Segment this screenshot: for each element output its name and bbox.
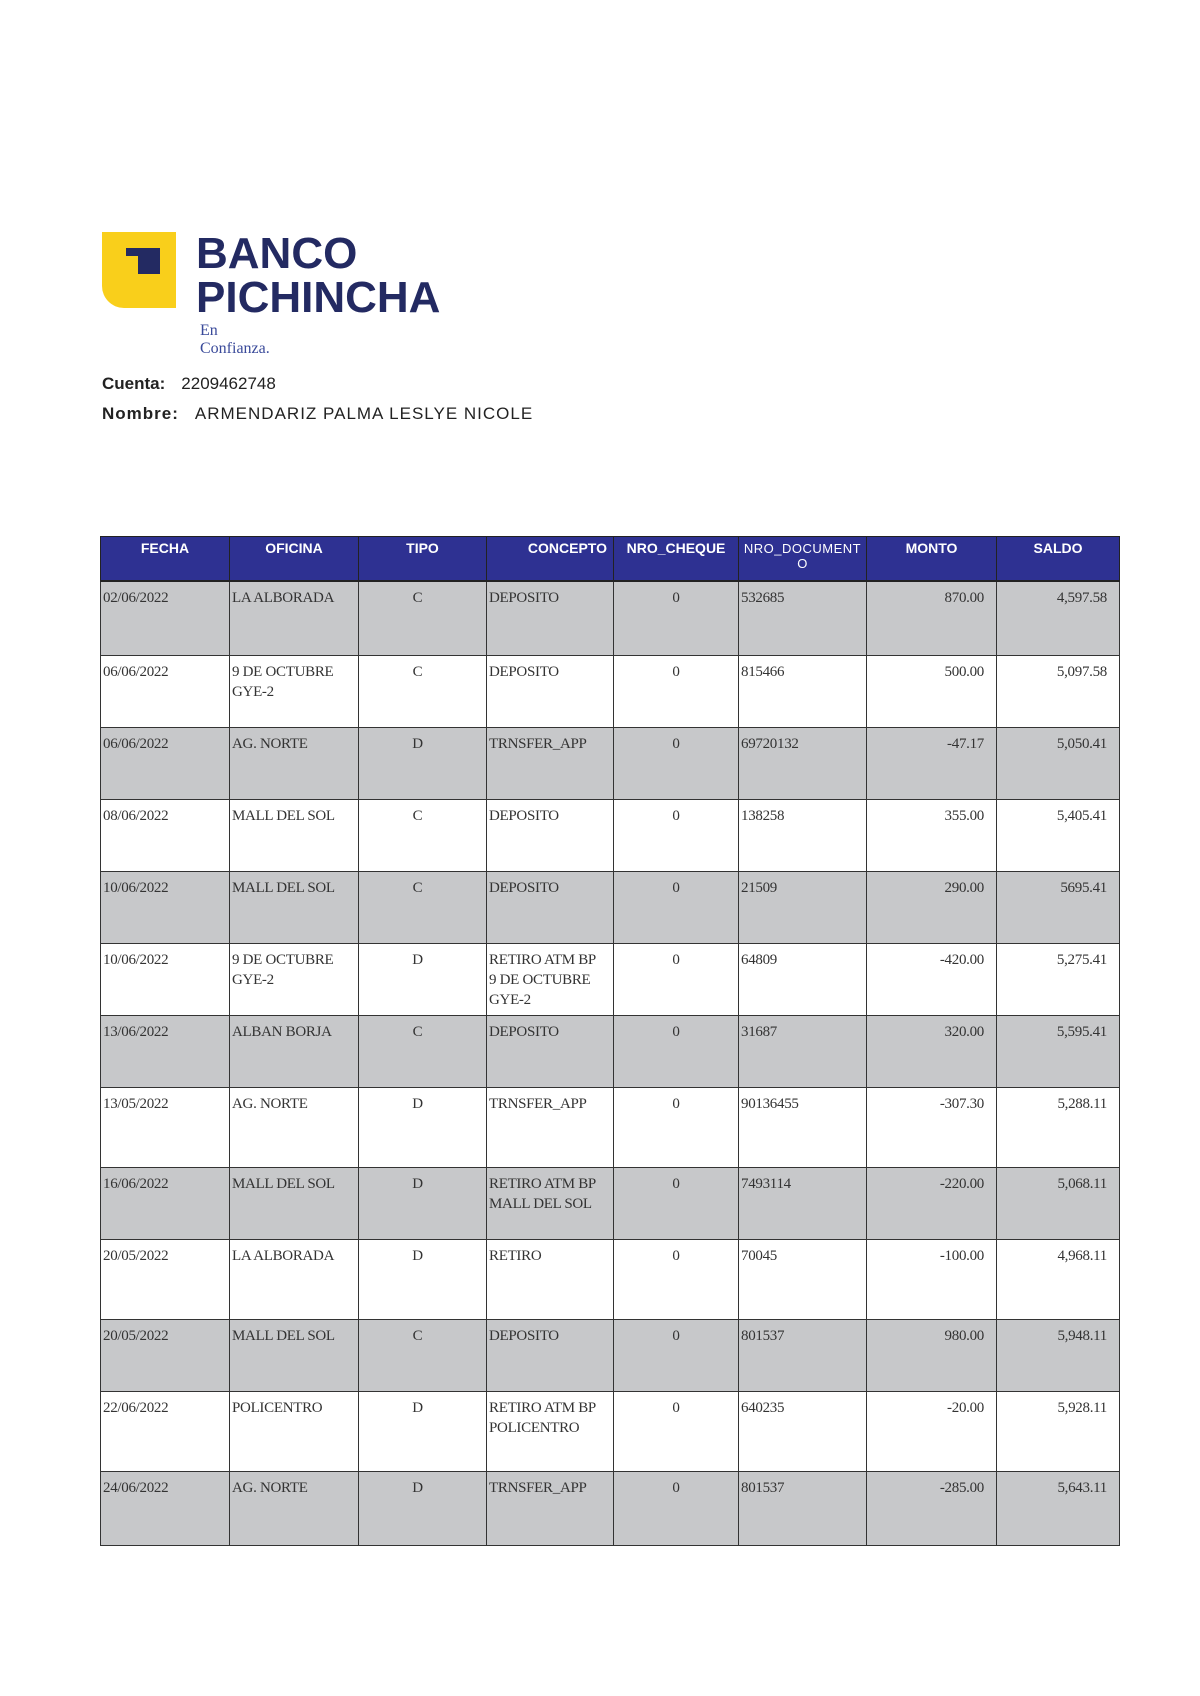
cell-tipo: D (359, 1167, 487, 1239)
table-row (101, 871, 1120, 943)
cell-monto: -220.00 (867, 1167, 997, 1239)
cell-concepto: DEPOSITO (487, 581, 614, 655)
cell-nro-documento: 69720132 (739, 727, 867, 799)
cell-monto: 980.00 (867, 1319, 997, 1391)
cell-oficina: 9 DE OCTUBRE GYE-2 (230, 655, 359, 727)
cell-monto: -47.17 (867, 727, 997, 799)
cell-fecha: 24/06/2022 (101, 1471, 230, 1545)
account-holder-value: ARMENDARIZ PALMA LESLYE NICOLE (194, 404, 534, 423)
table-header-row (101, 537, 1120, 582)
table-row (101, 1015, 1120, 1087)
cell-concepto: TRNSFER_APP (487, 727, 614, 799)
cell-oficina: MALL DEL SOL (230, 799, 359, 871)
table-row (101, 943, 1120, 1015)
cell-fecha: 10/06/2022 (101, 871, 230, 943)
cell-concepto: RETIRO ATM BP POLICENTRO (487, 1391, 614, 1471)
cell-tipo: D (359, 1391, 487, 1471)
cell-concepto: TRNSFER_APP (487, 1087, 614, 1167)
cell-monto: -285.00 (867, 1471, 997, 1545)
table-row (101, 1391, 1120, 1471)
cell-monto: 870.00 (867, 581, 997, 655)
cell-fecha: 22/06/2022 (101, 1391, 230, 1471)
cell-monto: 355.00 (867, 799, 997, 871)
cell-nro-documento: 70045 (739, 1239, 867, 1319)
cell-fecha: 20/05/2022 (101, 1319, 230, 1391)
cell-nro-cheque: 0 (614, 727, 739, 799)
cell-concepto: DEPOSITO (487, 655, 614, 727)
cell-concepto: RETIRO ATM BP 9 DE OCTUBRE GYE-2 (487, 943, 614, 1015)
table-row (101, 655, 1120, 727)
cell-fecha: 08/06/2022 (101, 799, 230, 871)
bank-name-line1: BANCO (196, 229, 358, 278)
cell-nro-documento: 801537 (739, 1319, 867, 1391)
table-row (101, 727, 1120, 799)
cell-concepto: DEPOSITO (487, 871, 614, 943)
cell-saldo: 5,068.11 (997, 1167, 1120, 1239)
cell-nro-documento: 31687 (739, 1015, 867, 1087)
cell-concepto: DEPOSITO (487, 1319, 614, 1391)
cell-nro-documento: 801537 (739, 1471, 867, 1545)
cell-oficina: ALBAN BORJA (230, 1015, 359, 1087)
account-number-row (102, 374, 276, 394)
cell-saldo: 5,595.41 (997, 1015, 1120, 1087)
cell-tipo: C (359, 871, 487, 943)
cell-nro-cheque: 0 (614, 655, 739, 727)
cell-nro-documento: 90136455 (739, 1087, 867, 1167)
column-header-nro-documento: NRO_DOCUMENTO (739, 537, 867, 582)
cell-tipo: D (359, 1087, 487, 1167)
cell-nro-cheque: 0 (614, 1167, 739, 1239)
transactions-table (100, 536, 1120, 1546)
cell-tipo: D (359, 1239, 487, 1319)
table-row (101, 1239, 1120, 1319)
cell-oficina: LA ALBORADA (230, 581, 359, 655)
cell-nro-cheque: 0 (614, 799, 739, 871)
cell-monto: -307.30 (867, 1087, 997, 1167)
table-row (101, 1471, 1120, 1545)
cell-saldo: 4,597.58 (997, 581, 1120, 655)
cell-monto: 320.00 (867, 1015, 997, 1087)
column-header-nro-cheque: NRO_CHEQUE (614, 537, 739, 582)
bank-logo-icon (102, 232, 176, 308)
cell-nro-documento: 532685 (739, 581, 867, 655)
column-header-concepto: CONCEPTO (487, 537, 614, 582)
cell-oficina: POLICENTRO (230, 1391, 359, 1471)
cell-nro-documento: 64809 (739, 943, 867, 1015)
column-header-tipo: TIPO (359, 537, 487, 582)
cell-oficina: AG. NORTE (230, 727, 359, 799)
cell-fecha: 02/06/2022 (101, 581, 230, 655)
cell-monto: -420.00 (867, 943, 997, 1015)
cell-tipo: C (359, 1319, 487, 1391)
bank-name-line2: PICHINCHA (196, 273, 441, 322)
column-header-fecha: FECHA (101, 537, 230, 582)
cell-oficina: AG. NORTE (230, 1471, 359, 1545)
cell-fecha: 10/06/2022 (101, 943, 230, 1015)
cell-fecha: 16/06/2022 (101, 1167, 230, 1239)
cell-oficina: 9 DE OCTUBRE GYE-2 (230, 943, 359, 1015)
account-holder-row (102, 404, 533, 424)
cell-nro-cheque: 0 (614, 1319, 739, 1391)
account-number-label: Cuenta: (102, 374, 166, 393)
cell-oficina: MALL DEL SOL (230, 1319, 359, 1391)
cell-nro-cheque: 0 (614, 1087, 739, 1167)
column-header-oficina: OFICINA (230, 537, 359, 582)
table-row (101, 1319, 1120, 1391)
cell-saldo: 5,928.11 (997, 1391, 1120, 1471)
cell-saldo: 5,288.11 (997, 1087, 1120, 1167)
cell-monto: -100.00 (867, 1239, 997, 1319)
cell-tipo: C (359, 581, 487, 655)
cell-fecha: 20/05/2022 (101, 1239, 230, 1319)
cell-saldo: 5,405.41 (997, 799, 1120, 871)
cell-nro-cheque: 0 (614, 871, 739, 943)
cell-monto: 500.00 (867, 655, 997, 727)
cell-concepto: RETIRO ATM BP MALL DEL SOL (487, 1167, 614, 1239)
cell-saldo: 5695.41 (997, 871, 1120, 943)
cell-saldo: 5,097.58 (997, 655, 1120, 727)
cell-nro-documento: 138258 (739, 799, 867, 871)
cell-concepto: TRNSFER_APP (487, 1471, 614, 1545)
cell-oficina: MALL DEL SOL (230, 1167, 359, 1239)
cell-nro-cheque: 0 (614, 943, 739, 1015)
cell-concepto: DEPOSITO (487, 799, 614, 871)
cell-nro-documento: 7493114 (739, 1167, 867, 1239)
cell-nro-cheque: 0 (614, 1239, 739, 1319)
cell-fecha: 06/06/2022 (101, 727, 230, 799)
cell-oficina: LA ALBORADA (230, 1239, 359, 1319)
cell-tipo: D (359, 943, 487, 1015)
cell-saldo: 4,968.11 (997, 1239, 1120, 1319)
cell-nro-documento: 640235 (739, 1391, 867, 1471)
table-row (101, 1087, 1120, 1167)
cell-monto: -20.00 (867, 1391, 997, 1471)
table-row (101, 1167, 1120, 1239)
account-number-value: 2209462748 (181, 374, 276, 393)
cell-saldo: 5,643.11 (997, 1471, 1120, 1545)
cell-fecha: 13/06/2022 (101, 1015, 230, 1087)
account-holder-label: Nombre: (102, 404, 179, 423)
cell-nro-cheque: 0 (614, 1015, 739, 1087)
cell-saldo: 5,275.41 (997, 943, 1120, 1015)
cell-saldo: 5,050.41 (997, 727, 1120, 799)
cell-concepto: RETIRO (487, 1239, 614, 1319)
column-header-saldo: SALDO (997, 537, 1120, 582)
cell-nro-cheque: 0 (614, 1471, 739, 1545)
cell-tipo: D (359, 1471, 487, 1545)
cell-fecha: 13/05/2022 (101, 1087, 230, 1167)
table-row (101, 581, 1120, 655)
cell-tipo: C (359, 1015, 487, 1087)
cell-nro-cheque: 0 (614, 581, 739, 655)
cell-tipo: C (359, 799, 487, 871)
cell-fecha: 06/06/2022 (101, 655, 230, 727)
cell-tipo: C (359, 655, 487, 727)
cell-nro-documento: 21509 (739, 871, 867, 943)
bank-tagline: En Confianza. (200, 322, 270, 357)
table-row (101, 799, 1120, 871)
cell-nro-documento: 815466 (739, 655, 867, 727)
cell-tipo: D (359, 727, 487, 799)
cell-saldo: 5,948.11 (997, 1319, 1120, 1391)
cell-monto: 290.00 (867, 871, 997, 943)
cell-oficina: MALL DEL SOL (230, 871, 359, 943)
column-header-monto: MONTO (867, 537, 997, 582)
cell-oficina: AG. NORTE (230, 1087, 359, 1167)
cell-nro-cheque: 0 (614, 1391, 739, 1471)
cell-concepto: DEPOSITO (487, 1015, 614, 1087)
